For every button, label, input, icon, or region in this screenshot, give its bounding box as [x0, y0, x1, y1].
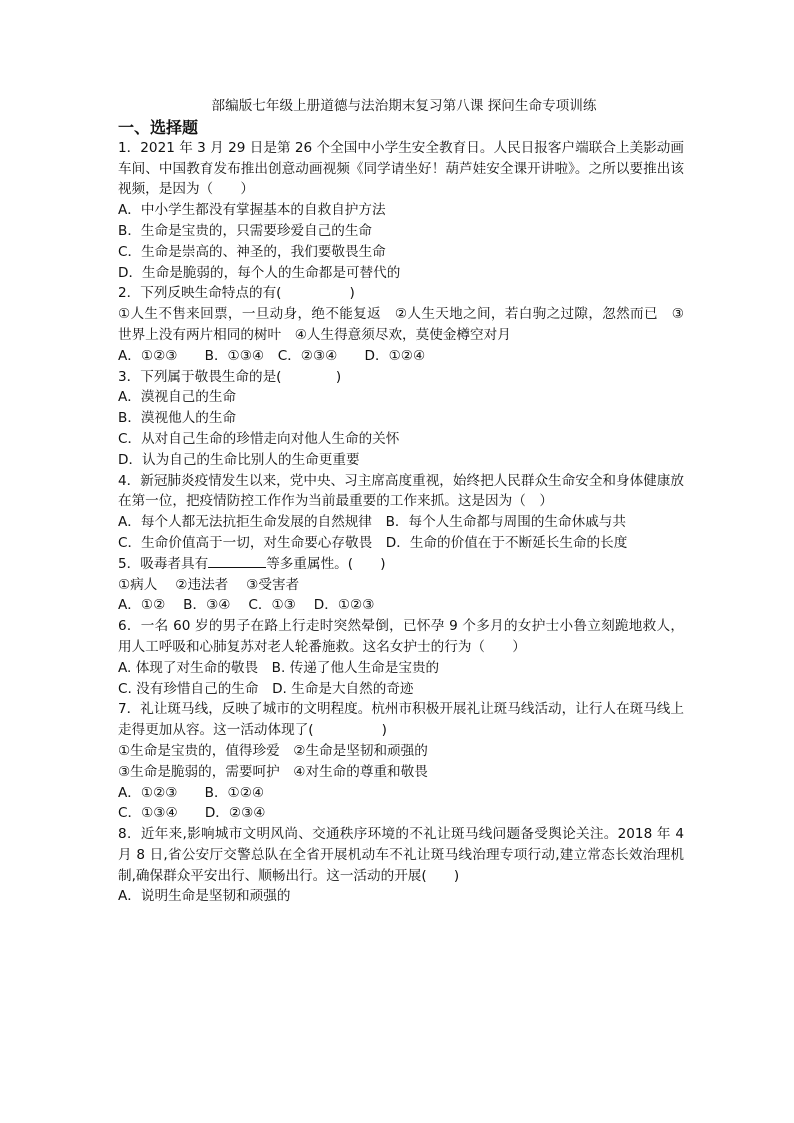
- text-line: A．漠视自己的生命: [118, 389, 237, 406]
- text-line: 8．近年来,影响城市文明风尚、交通秩序环境的不礼让斑马线问题备受舆论关注。2018 年 4 月 8 日,省公安厅交警总队在全省开展机动车不礼让斑马线治理专项行动,建立常态长效治理机制,确保群众平安出行、顺畅出行。这一活动的开展( ): [118, 826, 684, 884]
- text-line: A. 体现了对生命的敬畏 B. 传递了他人生命是宝贵的: [118, 659, 440, 676]
- text-line: C．①③④ D．②③④: [118, 805, 266, 822]
- text-line: ①生命是宝贵的，值得珍爱 ②生命是坚韧和顽强的: [118, 742, 428, 759]
- text-line: 1．2021 年 3 月 29 日是第 26 个全国中小学生安全教育日。人民日报客户端联合上美影动画车间、中国教育发布推出创意动画视频《同学请坐好！葫芦娃安全课开讲啦》。之所以要推出该视频，是因为（ ）: [118, 139, 684, 198]
- answer-blank: [208, 554, 266, 568]
- text-line: ①病人 ②违法者 ③受害者: [118, 576, 300, 593]
- text-line: A．说明生命是坚韧和顽强的: [118, 888, 291, 905]
- text-line: 6．一名 60 岁的男子在路上行走时突然晕倒，已怀孕 9 个多月的女护士小鲁立刻跪地救人，用人工呼吸和心肺复苏对老人轮番施救。这名女护士的行为（ ）: [118, 618, 684, 655]
- document-page: [118, 96, 684, 907]
- text-line: A．每个人都无法抗拒生命发展的自然规律 B．每个人生命都与周围的生命休戚与共: [118, 514, 626, 531]
- text-line: 2．下列反映生命特点的有( ): [118, 285, 355, 302]
- fill-blank-question: [118, 554, 684, 575]
- section-heading: 一、选择题: [118, 117, 199, 137]
- text-line: B．漠视他人的生命: [118, 410, 237, 427]
- text-line: B．生命是宝贵的，只需要珍爱自己的生命: [118, 222, 373, 239]
- text-line: A．中小学生都没有掌握基本的自救自护方法: [118, 202, 386, 219]
- text-line: A．①② B．③④ C．①③ D．①②③: [118, 597, 375, 614]
- text-line: ③生命是脆弱的，需要呵护 ④对生命的尊重和敬畏: [118, 763, 428, 780]
- text-line: C．生命是崇高的、神圣的，我们要敬畏生命: [118, 243, 386, 260]
- text-line: 3．下列属于敬畏生命的是( ): [118, 368, 342, 385]
- text-line: A．①②③ B．①②④: [118, 784, 265, 801]
- text-line: C．从对自己生命的珍惜走向对他人生命的关怀: [118, 430, 400, 447]
- text-line: ①人生不售来回票，一旦动身，绝不能复返 ②人生天地之间，若白驹之过隙，忽然而已 ③世界上没有两片相同的树叶 ④人生得意须尽欢，莫使金樽空对月: [118, 306, 684, 343]
- text-line: D．生命是脆弱的，每个人的生命都是可替代的: [118, 264, 401, 281]
- document-title: 部编版七年级上册道德与法治期末复习第八课 探问生命专项训练: [211, 98, 597, 114]
- text-line: C. 没有珍惜自己的生命 D. 生命是大自然的奇迹: [118, 680, 414, 697]
- question-stem: 5．吸毒者具有: [118, 555, 209, 572]
- question-stem-end: 等多重属性。( ): [266, 555, 386, 572]
- text-line: A．①②③ B．①③④ C．②③④ D．①②④: [118, 347, 426, 364]
- text-line: D．认为自己的生命比别人的生命更重要: [118, 451, 360, 468]
- question-body: [118, 138, 684, 907]
- text-line: C．生命价值高于一切，对生命要心存敬畏 D．生命的价值在于不断延长生命的长度: [118, 534, 628, 551]
- text-line: 7．礼让斑马线，反映了城市的文明程度。杭州市积极开展礼让斑马线活动，让行人在斑马线上走得更加从容。这一活动体现了( ): [118, 701, 684, 739]
- text-line: 4．新冠肺炎疫情发生以来，党中央、习主席高度重视，始终把人民群众生命安全和身体健康放在第一位，把疫情防控工作作为当前最重要的工作来抓。这是因为（ ）: [118, 472, 684, 510]
